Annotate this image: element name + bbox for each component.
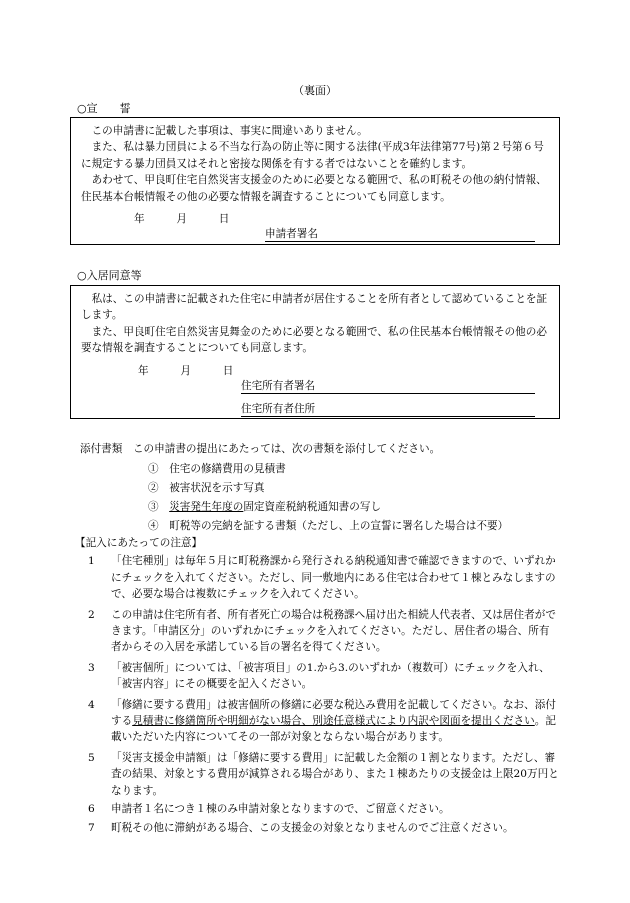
note-text [111, 697, 560, 746]
attachment-text: 被害状況を示す写真 [169, 482, 265, 494]
note-item [78, 553, 560, 602]
owner-signature-line[interactable] [241, 378, 535, 394]
note-text-part: 「修繕に要する費用」は被害個所の修繕に必要な税込み費用を記載してください。なお、添付する [111, 698, 556, 728]
note-item [78, 750, 560, 799]
applicant-signature-line[interactable] [265, 226, 535, 242]
note-underlined-text: 見積書に修繕箇所や明細がない場合、別途任意様式により内訳や図面を提出ください [132, 715, 535, 728]
notes-heading: 【記入にあたっての注意】 [75, 537, 203, 549]
note-text: 町税その他に滞納がある場合、この支援金の対象となりませんのでご注意ください。 [111, 821, 514, 834]
note-text: この申請は住宅所有者、所有者死亡の場合は税務課へ届け出た相続人代表者、又は居住者ができます。「申請区分」のいずれかにチェックを入れてください。ただし、居住者の場合、所有者からその入居を承諾している旨の署名を得てください。 [111, 608, 556, 654]
consent-paragraph: また、甲良町住宅自然災害見舞金のために必要となる範囲で、私の住民基本台帳情報その他の必要な情報を調査することについても同意します。 [81, 325, 547, 355]
attachment-number: ② [148, 482, 159, 494]
attachment-number: ③ [148, 501, 159, 513]
attachments-intro-row [80, 441, 440, 457]
attachment-text: 町税等の完納を証する書類（ただし、上の宣誓に署名した場合は不要） [169, 520, 509, 532]
attachment-text: 固定資産税納税通知書の写し [243, 501, 382, 513]
note-number: 5 [88, 751, 95, 764]
attachment-number: ④ [148, 520, 159, 532]
note-item [78, 697, 560, 746]
note-text-part: 。記載いただいた内容についてその一部が対象とならない場合があります。 [111, 715, 556, 744]
oath-heading: ○宣 誓 [77, 102, 131, 115]
attachment-underlined-text: 災害発生年度の [169, 501, 244, 513]
oath-paragraph: この申請書に記載した事項は、事実に間違いありません。 [91, 125, 368, 137]
attachment-item [148, 499, 381, 515]
consent-heading: ○入居同意等 [77, 269, 142, 282]
note-item [78, 820, 560, 836]
note-number: 3 [88, 661, 95, 674]
note-text: 「被害個所」については、「被害項目」の1.から3.のいずれか（複数可）にチェックを入れ、「被害内容」にその概要を記入ください。 [111, 661, 550, 691]
attachment-text: 住宅の修繕費用の見積書 [169, 463, 286, 475]
note-item [78, 801, 560, 817]
note-item [78, 660, 560, 693]
note-text: 「住宅種別」は毎年５月に町税務課から発行される納税通知書で確認できますので、いずれかにチェックを入れてください。ただし、同一敷地内にある住宅は合わせて１棟とみなしますので、必要な場合は複数にチェックを入れてください。 [111, 555, 556, 601]
note-number: 6 [88, 803, 95, 816]
note-text: 「災害支援金申請額」は「修繕に要する費用」に記載した金額の１割となります。ただし、審査の結果、対象とする費用が減算される場合があり、また１棟あたりの支援金は上限20万円となります。 [111, 751, 559, 797]
applicant-signature-label: 申請者署名 [265, 228, 318, 240]
oath-paragraph: また、私は暴力団員による不当な行為の防止等に関する法律(平成3年法律第77号)第２号第６号に規定する暴力団員又はそれと密接な関係を有する者ではないことを確約します。 [81, 141, 544, 170]
notes-section [75, 535, 560, 836]
consent-date: 年 月 日 [138, 365, 234, 377]
attachment-item [148, 480, 265, 496]
owner-address-line[interactable] [241, 401, 535, 417]
consent-box [70, 285, 560, 419]
note-item [78, 607, 560, 656]
note-text: 申請者１名につき１棟のみ申請対象となりますので、ご留意ください。 [111, 803, 450, 816]
owner-signature-label: 住宅所有者署名 [241, 380, 316, 392]
attachments-intro: この申請書の提出にあたっては、次の書類を添付してください。 [132, 443, 441, 455]
note-number: 2 [88, 608, 95, 621]
oath-paragraph: あわせて、甲良町住宅自然災害支援金のために必要となる範囲で、私の町税その他の納付情報、住民基本台帳情報その他の必要な情報を調査することについても同意します。 [81, 174, 547, 203]
consent-paragraph: 私は、この申請書に記載された住宅に申請者が居住することを所有者として認めていることを証します。 [81, 293, 548, 322]
attachment-number: ① [148, 463, 159, 475]
note-number: 1 [88, 555, 95, 568]
owner-address-label: 住宅所有者住所 [241, 403, 316, 415]
attachment-item [148, 518, 508, 534]
note-number: 4 [88, 698, 95, 711]
note-number: 7 [88, 821, 95, 834]
oath-date: 年 月 日 [134, 213, 230, 225]
attachments-label: 添付書類 [80, 443, 123, 455]
attachment-item [148, 461, 286, 477]
page-title: （裏面） [293, 84, 337, 97]
